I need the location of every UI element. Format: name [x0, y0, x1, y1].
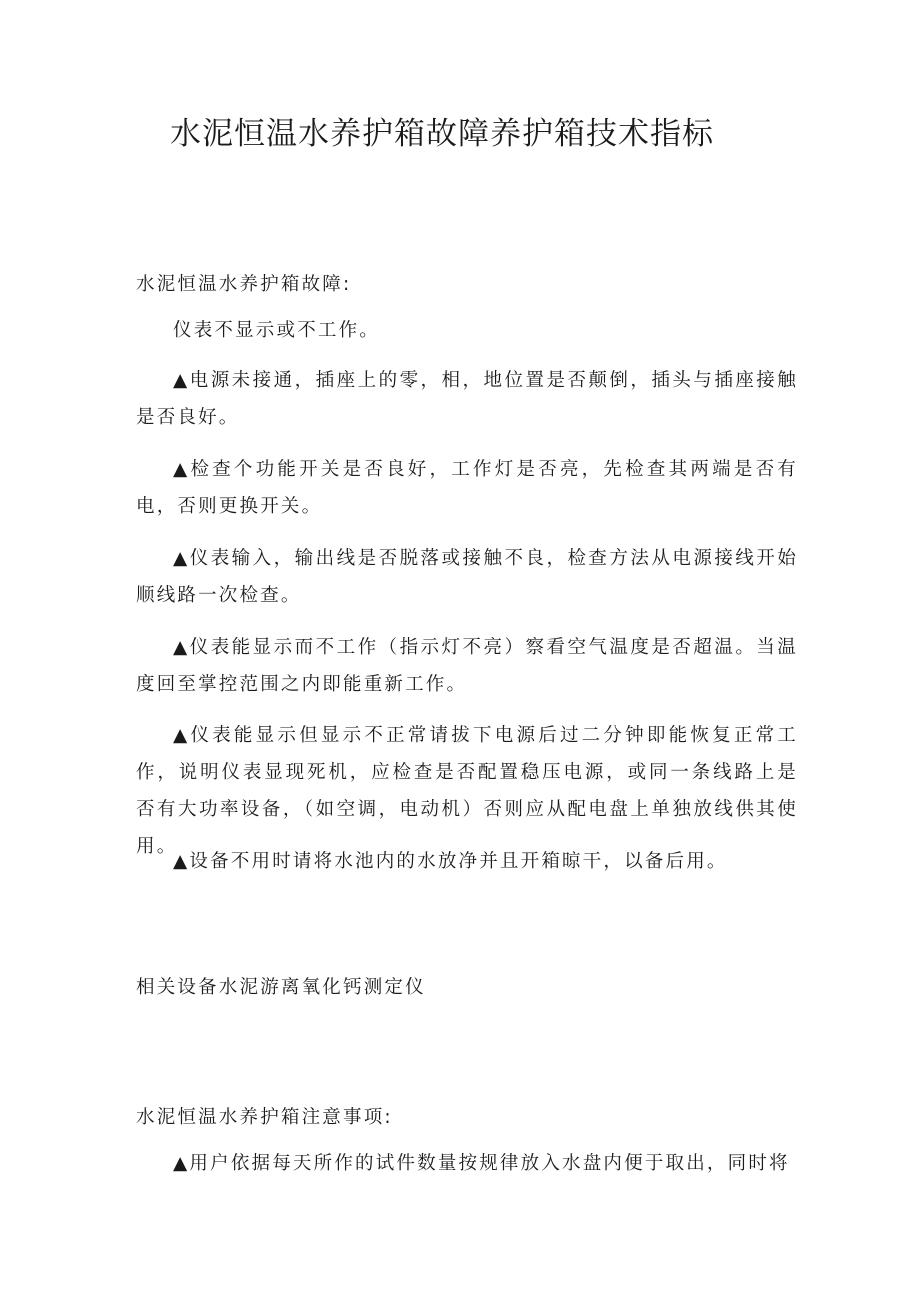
section1-item-5: ▲仪表能显示但显示不正常请拔下电源后过二分钟即能恢复正常工作，说明仪表显现死机，应检查是否配置稳压电源，或同一条线路上是否有大功率设备，（如空调，电动机）否则应从配电盘上单独放线供其使用。 [136, 725, 798, 857]
section1-heading: 水泥恒温水养护箱故障: [136, 274, 352, 295]
section1-item-2: ▲检查个功能开关是否良好，工作灯是否亮，先检查其两端是否有电，否则更换开关。 [136, 459, 798, 517]
section2-heading: 水泥恒温水养护箱注意事项: [136, 1107, 393, 1128]
section1-item-3: ▲仪表输入，输出线是否脱落或接触不良，检查方法从电源接线开始顺线路一次检查。 [136, 548, 798, 606]
section1-item-4: ▲仪表能显示而不工作（指示灯不亮）察看空气温度是否超温。当温度回至掌控范围之内即能重新工作。 [136, 637, 798, 695]
section1-item-1: ▲电源未接通，插座上的零，相，地位置是否颠倒，插头与插座接触是否良好。 [136, 370, 798, 428]
section2-item-1: ▲用户依据每天所作的试件数量按规律放入水盘内便于取出，同时将 [173, 1153, 790, 1174]
related-equipment-line: 相关设备水泥游离氧化钙测定仪 [136, 977, 426, 998]
section1-item-6: ▲设备不用时请将水池内的水放净并且开箱晾干，以备后用。 [173, 851, 728, 872]
document-title: 水泥恒温水养护箱故障养护箱技术指标 [170, 116, 714, 152]
section1-intro: 仪表不显示或不工作。 [173, 320, 381, 341]
